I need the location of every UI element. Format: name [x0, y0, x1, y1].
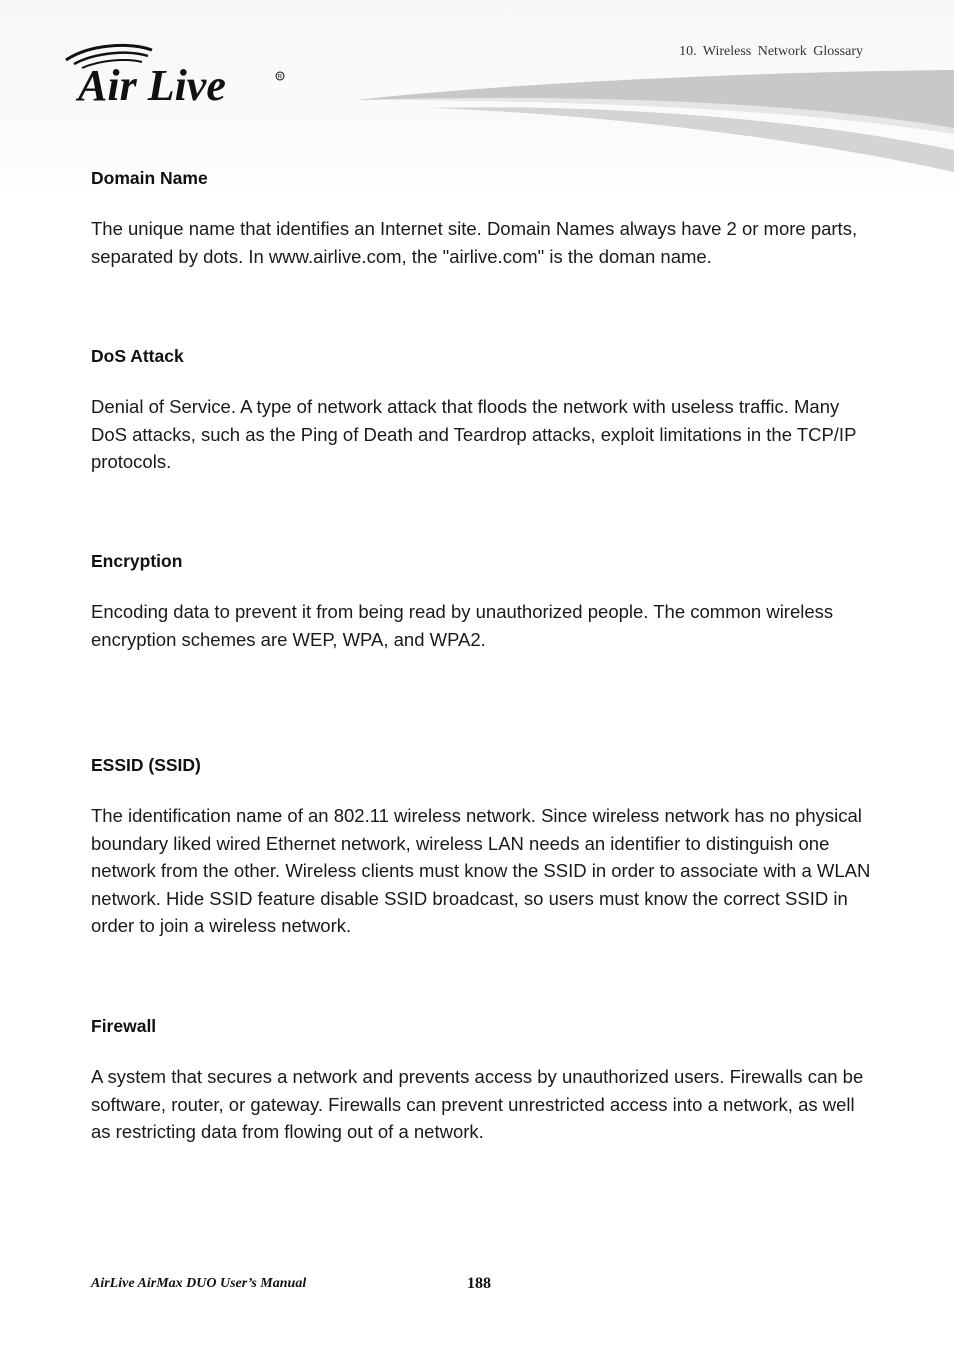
- footer-manual-title: AirLive AirMax DUO User’s Manual: [91, 1276, 307, 1291]
- term-encryption: Encryption: [91, 551, 183, 571]
- definition-firewall: A system that secures a network and prevents access by unauthorized users. Firewalls can be software, router, or gateway. Firewalls can prevent unrestricted access into a network, as well as restricting data from flowing out of a network.: [91, 1066, 864, 1142]
- definition-essid: The identification name of an 802.11 wireless network. Since wireless network has no physical boundary liked wired Ethernet network, wireless LAN needs an identifier to distinguish one network from the other. Wireless clients must know the SSID in order to associate with a WLAN network. Hide SSID feature disable SSID broadcast, so users must know the correct SSID in order to join a wireless network.: [91, 805, 871, 936]
- term-domain-name: Domain Name: [91, 168, 208, 188]
- chapter-title: 10. Wireless Network Glossary: [679, 44, 863, 59]
- svg-text:R: R: [277, 74, 282, 81]
- airlive-logo: [60, 40, 290, 110]
- definition-dos-attack: Denial of Service. A type of network attack that floods the network with useless traffic. Many DoS attacks, such as the Ping of Death and Teardrop attacks, exploit limitations in the TCP/IP protocols.: [91, 396, 857, 472]
- logo-text: Air Live: [78, 61, 226, 110]
- term-dos-attack: DoS Attack: [91, 346, 184, 366]
- term-essid: ESSID (SSID): [91, 755, 201, 775]
- footer-page-number: 188: [467, 1275, 491, 1292]
- definition-domain-name: The unique name that identifies an Internet site. Domain Names always have 2 or more parts, separated by dots. In www.airlive.com, the "airlive.com" is the doman name.: [91, 218, 858, 267]
- term-firewall: Firewall: [91, 1016, 157, 1036]
- definition-encryption: Encoding data to prevent it from being read by unauthorized people. The common wireless encryption schemes are WEP, WPA, and WPA2.: [91, 601, 834, 650]
